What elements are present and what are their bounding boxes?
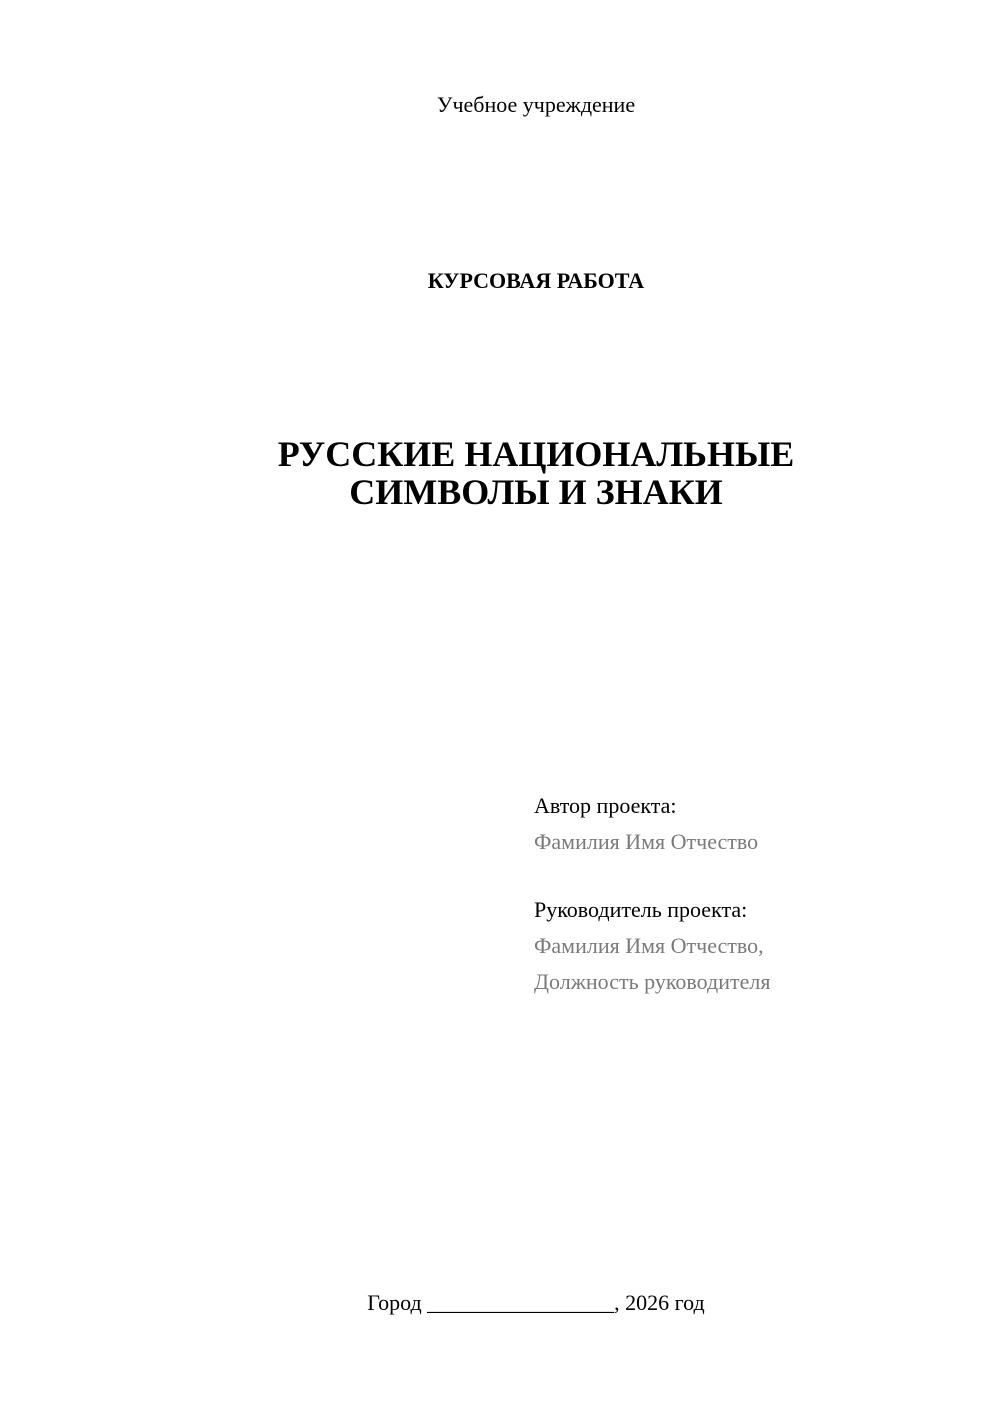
- author-label: Автор проекта:: [534, 793, 677, 818]
- author-name: Фамилия Имя Отчество: [534, 829, 759, 854]
- document-title-line-2: СИМВОЛЫ И ЗНАКИ: [349, 472, 723, 512]
- city-year-line: Город _________________, 2026 год: [367, 1290, 705, 1315]
- institution-name: Учебное учреждение: [436, 92, 636, 117]
- supervisor-block: [534, 892, 770, 1000]
- supervisor-position: Должность руководителя: [534, 969, 771, 994]
- signature-block: [534, 788, 770, 1000]
- supervisor-name: Фамилия Имя Отчество,: [534, 933, 764, 958]
- author-block: [534, 788, 770, 860]
- work-type-heading: КУРСОВАЯ РАБОТА: [427, 268, 645, 293]
- document-title-line-1: РУССКИЕ НАЦИОНАЛЬНЫЕ: [277, 434, 795, 474]
- supervisor-label: Руководитель проекта:: [534, 897, 748, 922]
- document-title: [0, 435, 1000, 511]
